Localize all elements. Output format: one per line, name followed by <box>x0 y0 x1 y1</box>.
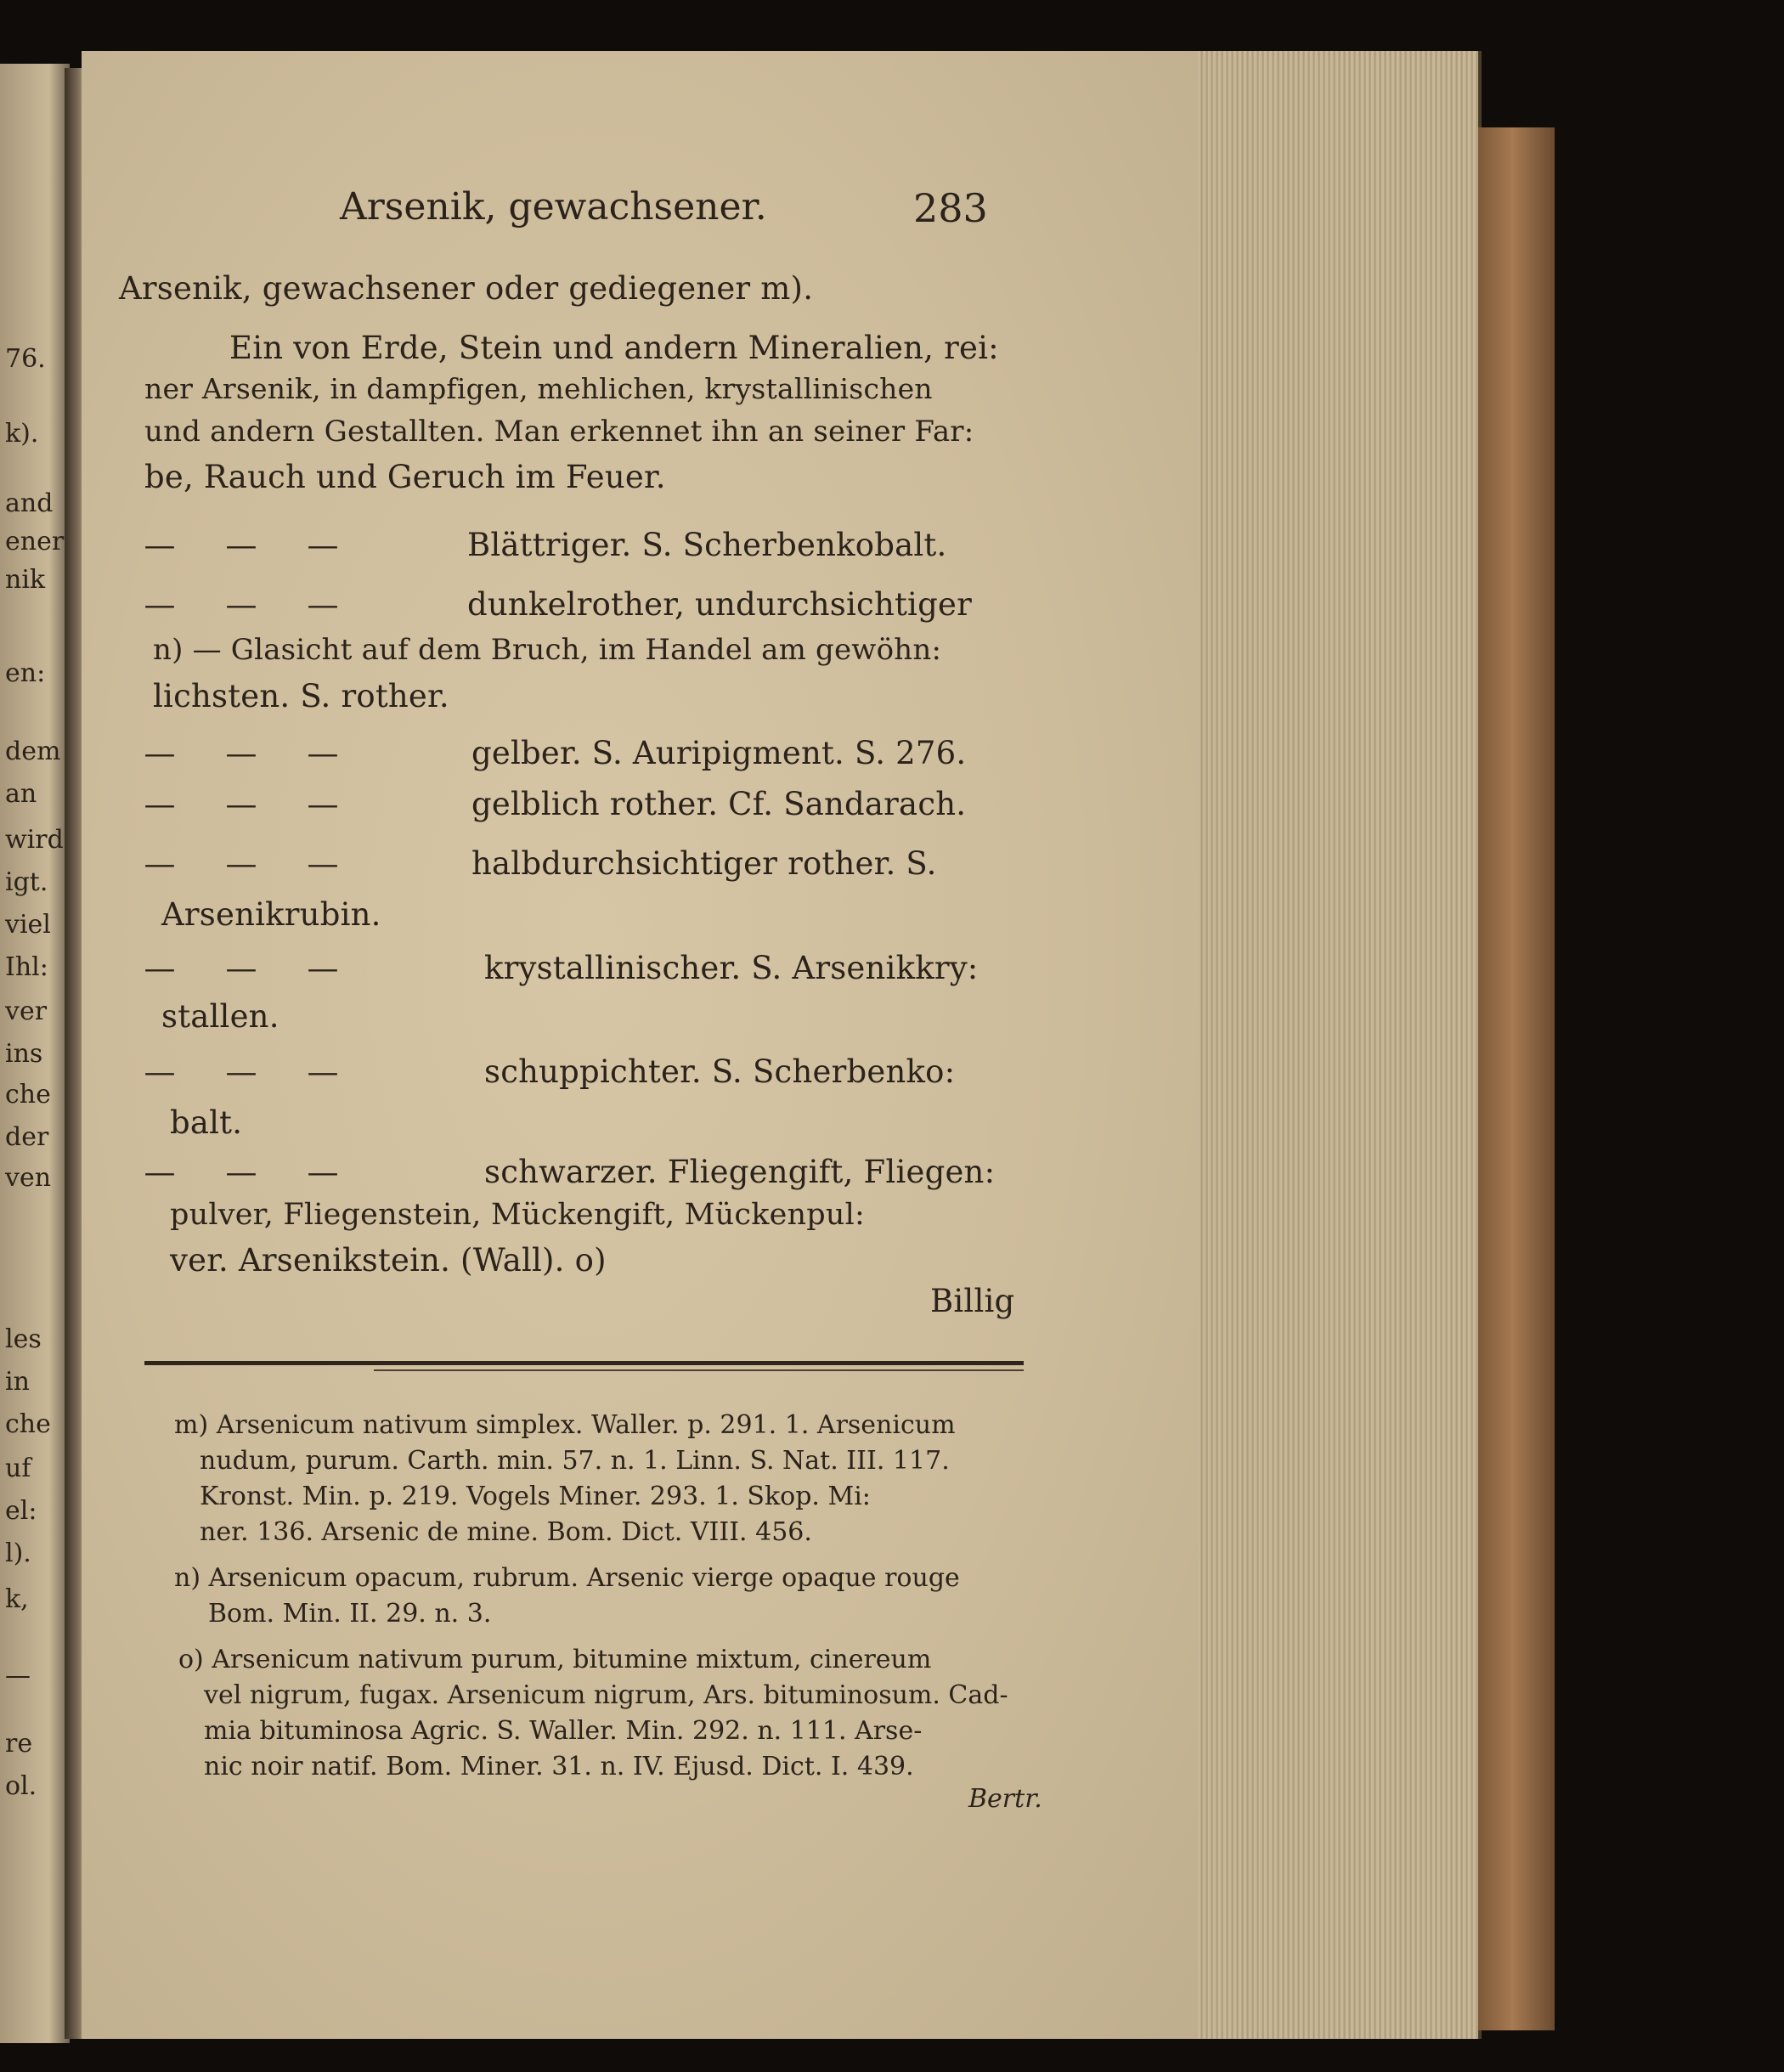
footnote-line: ner. 136. Arsenic de mine. Bom. Dict. VIII. 456. <box>200 1517 812 1547</box>
margin-fragment: che <box>5 1409 51 1439</box>
footnote-catchword: Bertr. <box>968 1784 1042 1814</box>
margin-fragment: 76. <box>5 344 46 374</box>
page-number: 283 <box>913 185 988 231</box>
margin-fragment: igt. <box>5 867 48 897</box>
footnote-line: mia bituminosa Agric. S. Waller. Min. 292. n. 111. Arse- <box>204 1716 923 1746</box>
footnote-line: Bom. Min. II. 29. n. 3. <box>208 1599 492 1629</box>
footnote-line: o) Arsenicum nativum purum, bitumine mixtum, cinereum <box>178 1645 932 1674</box>
margin-fragment: k). <box>5 419 39 449</box>
margin-fragment: ol. <box>5 1771 37 1801</box>
sub-entry-line: schwarzer. Fliegengift, Fliegen: <box>484 1154 996 1190</box>
ditto-dashes: — — — <box>144 586 339 623</box>
margin-fragment: viel <box>5 910 51 940</box>
footnote-line: n) Arsenicum opacum, rubrum. Arsenic vierge opaque rouge <box>174 1563 960 1593</box>
sub-entry-line: Blättriger. S. Scherbenkobalt. <box>467 527 947 563</box>
margin-fragment: nik <box>5 565 46 595</box>
margin-fragment: che <box>5 1080 51 1109</box>
entry-heading: Arsenik, gewachsener oder gediegener m). <box>119 270 814 307</box>
margin-fragment: dem <box>5 737 61 766</box>
sub-entry-line: dunkelrother, undurchsichtiger <box>467 586 972 623</box>
book-cover-edge <box>1478 127 1555 2030</box>
margin-fragment: — <box>5 1661 31 1691</box>
description-line: ner Arsenik, in dampfigen, mehlichen, krystallinischen <box>144 372 933 405</box>
sub-entry-line: pulver, Fliegenstein, Mückengift, Mückenpul: <box>170 1198 866 1232</box>
page-block-edge <box>1198 51 1482 2039</box>
margin-fragment: an <box>5 779 37 809</box>
margin-fragment: ver <box>5 996 48 1026</box>
sub-entry-line: balt. <box>170 1104 243 1141</box>
sub-entry-line: stallen. <box>161 998 279 1035</box>
margin-fragment: en: <box>5 658 46 688</box>
footnote-rule <box>144 1361 1024 1365</box>
ditto-dashes: — — — <box>144 1053 339 1090</box>
left-page-edge <box>0 64 70 2043</box>
sub-entry-line: n) — Glasicht auf dem Bruch, im Handel am gewöhn: <box>153 633 942 667</box>
sub-entry-line: gelblich rother. Cf. Sandarach. <box>471 786 967 822</box>
footnote-rule-thin <box>374 1369 1024 1371</box>
footnote-line: m) Arsenicum nativum simplex. Waller. p. 291. 1. Arsenicum <box>174 1410 956 1440</box>
sub-entry-line: schuppichter. S. Scherbenko: <box>484 1053 956 1090</box>
ditto-dashes: — — — <box>144 950 339 986</box>
margin-fragment: ven <box>5 1163 52 1193</box>
sub-entry-line: halbdurchsichtiger rother. S. <box>471 845 937 882</box>
margin-fragment: and <box>5 488 54 518</box>
catchword: Billig <box>930 1283 1015 1319</box>
running-title: Arsenik, gewachsener. <box>340 185 767 229</box>
footnote-line: vel nigrum, fugax. Arsenicum nigrum, Ars. bituminosum. Cad- <box>204 1680 1008 1710</box>
sub-entry-line: krystallinischer. S. Arsenikkry: <box>484 950 979 986</box>
ditto-dashes: — — — <box>144 845 339 882</box>
margin-fragment: der <box>5 1122 49 1152</box>
sub-entry-line: gelber. S. Auripigment. S. 276. <box>471 735 967 771</box>
sub-entry-line: ver. Arsenikstein. (Wall). o) <box>170 1242 607 1279</box>
description-line: Ein von Erde, Stein und andern Mineralien, rei: <box>229 330 999 366</box>
ditto-dashes: — — — <box>144 527 339 563</box>
footnote-line: nic noir natif. Bom. Miner. 31. n. IV. Ejusd. Dict. I. 439. <box>204 1752 914 1781</box>
ditto-dashes: — — — <box>144 735 339 771</box>
sub-entry-line: lichsten. S. rother. <box>153 678 449 714</box>
margin-fragment: uf <box>5 1454 31 1483</box>
footnote-line: Kronst. Min. p. 219. Vogels Miner. 293. 1. Skop. Mi: <box>200 1482 871 1511</box>
margin-fragment: k, <box>5 1584 29 1614</box>
sub-entry-line: Arsenikrubin. <box>161 896 381 933</box>
description-line: und andern Gestallten. Man erkennet ihn an seiner Far: <box>144 415 974 449</box>
margin-fragment: ener <box>5 527 65 556</box>
margin-fragment: ins <box>5 1039 43 1069</box>
margin-fragment: wird <box>5 825 64 855</box>
margin-fragment: re <box>5 1729 33 1759</box>
margin-fragment: l). <box>5 1538 31 1568</box>
ditto-dashes: — — — <box>144 1154 339 1190</box>
margin-fragment: les <box>5 1324 42 1354</box>
description-line: be, Rauch und Geruch im Feuer. <box>144 459 666 495</box>
ditto-dashes: — — — <box>144 786 339 822</box>
margin-fragment: el: <box>5 1496 37 1526</box>
margin-fragment: Ihl: <box>5 952 48 982</box>
margin-fragment: in <box>5 1367 30 1397</box>
footnote-line: nudum, purum. Carth. min. 57. n. 1. Linn. S. Nat. III. 117. <box>200 1446 950 1476</box>
